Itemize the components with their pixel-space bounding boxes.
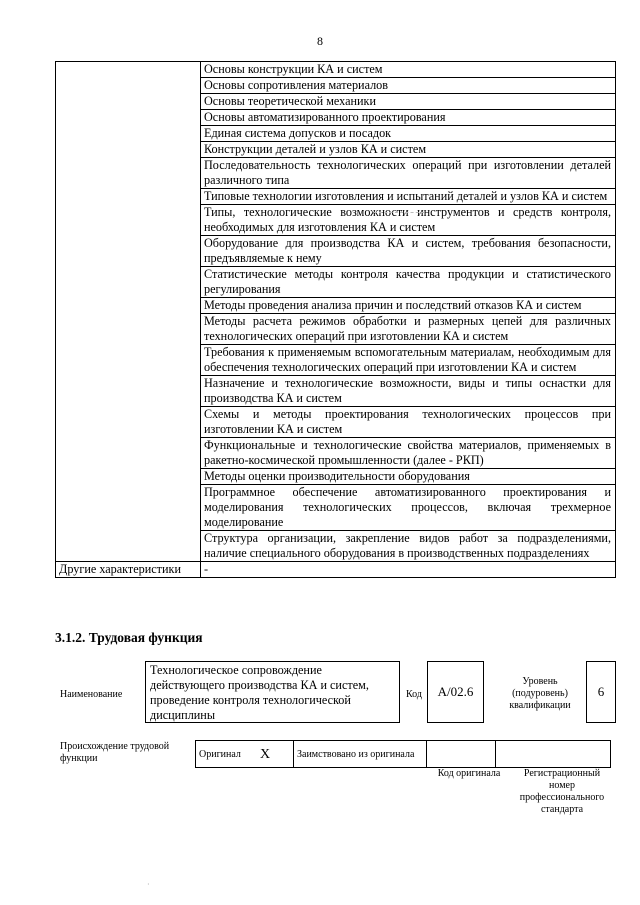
- qualification-level-value: 6: [586, 661, 616, 723]
- registration-number-caption: Регистрационный номер профессионального стандарта: [519, 768, 605, 815]
- knowledge-item: Типы, технологические возможности инструментов и средств контроля, необходимых для изготовления КА и систем: [201, 205, 616, 236]
- knowledge-label-cell: [56, 62, 201, 562]
- section-title: 3.1.2. Трудовая функция: [55, 630, 203, 645]
- knowledge-item: Методы проведения анализа причин и последствий отказов КА и систем: [201, 298, 616, 314]
- knowledge-item: Основы конструкции КА и систем: [201, 62, 616, 78]
- knowledge-item: Требования к применяемым вспомогательным материалам, необходимым для обеспечения технологических операций при изготовлении КА и систем: [201, 345, 616, 376]
- knowledge-item: Методы расчета режимов обработки и размерных цепей для различных технологических операций при изготовлении КА и систем: [201, 314, 616, 345]
- knowledge-item: Основы теоретической механики: [201, 94, 616, 110]
- knowledge-item: Оборудование для производства КА и систем, требования безопасности, предъявляемые к нему: [201, 236, 616, 267]
- function-name-label: Наименование: [60, 689, 123, 700]
- knowledge-table: [55, 61, 616, 578]
- code-label: Код: [406, 689, 422, 700]
- knowledge-item: Функциональные и технологические свойства материалов, применяемых в ракетно-космической промышленности (далее - РКП): [201, 438, 616, 469]
- knowledge-item: Основы сопротивления материалов: [201, 78, 616, 94]
- other-characteristics-value: -: [201, 562, 616, 578]
- knowledge-item: Единая система допусков и посадок: [201, 126, 616, 142]
- original-label: Оригинал: [196, 741, 258, 768]
- original-mark: Х: [257, 741, 294, 768]
- other-characteristics-label: Другие характеристики: [56, 562, 201, 578]
- borrowed-label: Заимствовано из оригинала: [294, 741, 427, 768]
- knowledge-item: Структура организации, закрепление видов работ за подразделениями, наличие специального оборудования в производственных подразделениях: [201, 531, 616, 562]
- scan-mark: [374, 212, 424, 213]
- scan-artifact: ·: [147, 880, 150, 889]
- origin-label: Происхождение трудовой функции: [60, 741, 170, 764]
- registration-number-cell: [496, 741, 611, 768]
- knowledge-item: Последовательность технологических операций при изготовлении деталей различного типа: [201, 158, 616, 189]
- knowledge-item: Типовые технологии изготовления и испытаний деталей и узлов КА и систем: [201, 189, 616, 205]
- knowledge-item: Конструкции деталей и узлов КА и систем: [201, 142, 616, 158]
- knowledge-item: Методы оценки производительности оборудования: [201, 469, 616, 485]
- origin-table: [195, 740, 611, 768]
- qualification-level-label: Уровень (подуровень) квалификации: [509, 676, 571, 711]
- original-code-caption: Код оригинала: [437, 768, 501, 779]
- knowledge-item: Назначение и технологические возможности, виды и типы оснастки для производства КА и систем: [201, 376, 616, 407]
- knowledge-item: Программное обеспечение автоматизированного проектирования и моделирования технологических процессов, включая трехмерное моделирование: [201, 485, 616, 531]
- knowledge-item: Основы автоматизированного проектирования: [201, 110, 616, 126]
- original-code-cell: [427, 741, 496, 768]
- function-name-value: Технологическое сопровождение действующего производства КА и систем, проведение контроля технологической дисциплины: [145, 661, 400, 723]
- code-value: А/02.6: [427, 661, 484, 723]
- knowledge-item: Схемы и методы проектирования технологических процессов при изготовлении КА и систем: [201, 407, 616, 438]
- knowledge-item: Статистические методы контроля качества продукции и статистического регулирования: [201, 267, 616, 298]
- page-number: 8: [317, 34, 323, 48]
